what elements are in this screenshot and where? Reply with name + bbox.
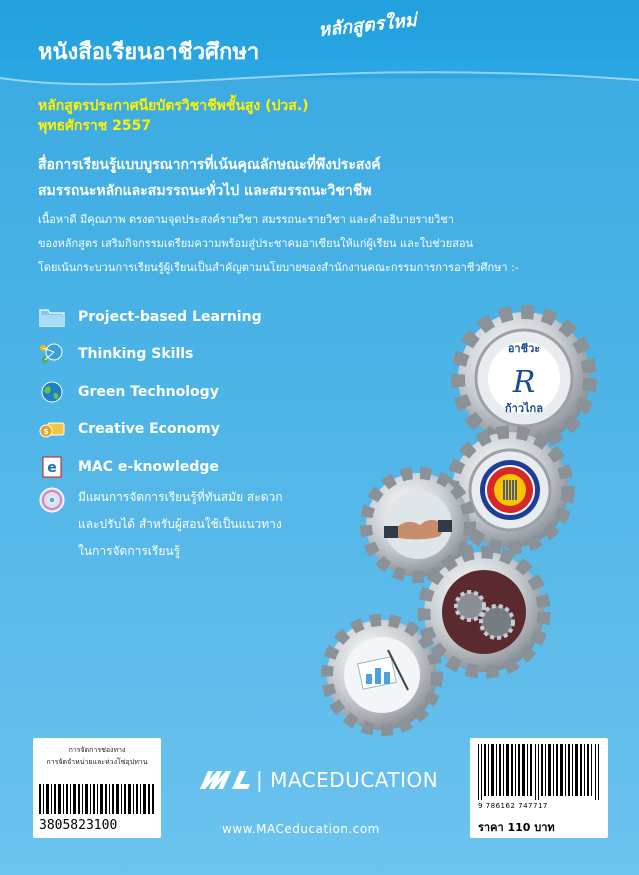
- curriculum-line-1: หลักสูตรประกาศนียบัตรวิชาชีพชั้นสูง (ปวส.): [38, 98, 309, 114]
- plan-line-3: ในการจัดการเรียนรู้: [78, 544, 181, 558]
- subject-code-box: [33, 738, 161, 838]
- gear-documents: [327, 620, 437, 730]
- subject-line-2: การจัดจำหน่ายและห่วงโซ่อุปทาน: [46, 758, 148, 766]
- subject-code: 3805823100: [39, 818, 118, 833]
- body-line-3: โดยเน้นกระบวนการเรียนรู้ผู้เรียนเป็นสำคัญตามนโยบายของสำนักงานคณะกรรมการการอาชีวศึกษา :-: [38, 261, 519, 274]
- body-line-1: เนื้อหาดี มีคุณภาพ ตรงตามจุดประสงค์รายวิชา สมรรถนะรายวิชา และคำอธิบายรายวิชา: [38, 213, 454, 226]
- series-title: หนังสือเรียนอาชีวศึกษา: [38, 40, 260, 65]
- gear-top-letter: R: [512, 365, 536, 400]
- svg-text:$: $: [43, 427, 49, 437]
- price-label: ราคา 110 บาท: [478, 821, 555, 834]
- curriculum-line-2: พุทธศักราช 2557: [38, 118, 152, 134]
- feature-label: Creative Economy: [78, 421, 220, 438]
- feature-label: Green Technology: [78, 383, 219, 400]
- subject-line-1: การจัดการช่องทาง: [68, 746, 126, 754]
- feature-label: Thinking Skills: [78, 346, 194, 363]
- feature-label: Project-based Learning: [78, 308, 262, 325]
- svg-text:e: e: [47, 459, 57, 476]
- new-curriculum-script: หลักสูตรใหม่: [317, 9, 418, 42]
- gear-top: [458, 312, 590, 444]
- plan-line-1: มีแผนการจัดการเรียนรู้ที่ทันสมัย สะดวก: [78, 490, 283, 504]
- gear-top-upper-label: อาชีวะ: [507, 342, 541, 355]
- subject-barcode: [39, 784, 155, 814]
- feature-label: MAC e-knowledge: [78, 458, 219, 475]
- description-line-1: สื่อการเรียนรู้แบบบูรณาการที่เน้นคุณลักษณะที่พึงประสงค์: [38, 157, 381, 173]
- gear-machinery: [424, 552, 544, 672]
- website-url: www.MACeducation.com: [222, 822, 380, 836]
- mac-education-logo: [200, 768, 438, 792]
- description-line-2: สมรรถนะหลักและสมรรถนะทั่วไป และสมรรถนะวิชาชีพ: [38, 183, 372, 199]
- isbn-box: [470, 738, 608, 838]
- gear-top-lower-label: ก้าวไกล: [505, 402, 543, 415]
- plan-line-2: และปรับได้ สำหรับผู้สอนใช้เป็นแนวทาง: [78, 517, 282, 531]
- mac-logo-icon: [200, 771, 250, 789]
- isbn-number: 9 786162 747717: [478, 802, 548, 810]
- body-line-2: ของหลักสูตร เสริมกิจกรรมเตรียมความพร้อมสู่ประชาคมอาเซียนให้แก่ผู้เรียน และใบช่วยสอน: [38, 237, 474, 250]
- logo-text: | MACEDUCATION: [256, 768, 439, 792]
- isbn-barcode: [478, 744, 600, 800]
